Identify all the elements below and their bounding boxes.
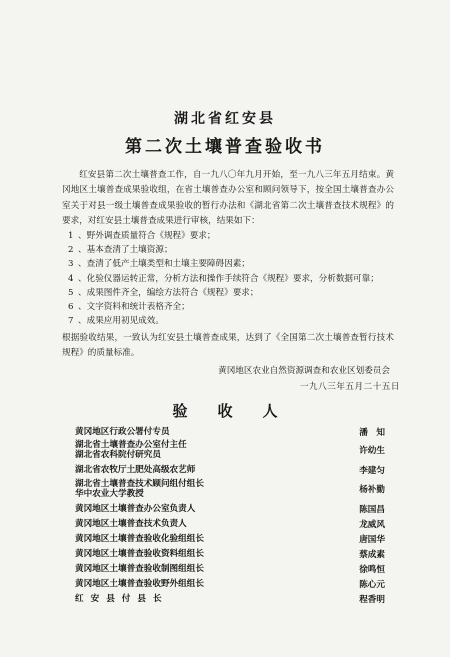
acceptors-heading: [0, 400, 450, 421]
result-item: [62, 272, 394, 286]
acceptor-name: 蔡成素: [359, 549, 385, 560]
result-item: [62, 229, 394, 243]
result-number: 6: [68, 302, 74, 313]
result-item: [62, 286, 394, 300]
acceptors-list: [75, 425, 385, 605]
acceptor-name: 唐国华: [359, 534, 385, 545]
result-number: 7: [68, 316, 74, 327]
acceptor-row: [75, 463, 385, 476]
acceptor-role: 湖北省土壤普查办公室付主任 湖北省农科院付研究员: [75, 440, 187, 460]
result-item: [62, 257, 394, 271]
acceptor-role: 黄冈地区土壤普查验收资料组组长: [75, 548, 204, 559]
acceptor-name: 龙威风: [359, 519, 385, 530]
acceptor-role: 黄冈地区土壤普查办公室负责人: [75, 503, 196, 514]
acceptor-name: 李建匀: [359, 465, 385, 476]
result-text: 、成果应用初见成效。: [78, 316, 164, 327]
result-item: [62, 314, 394, 328]
result-number: 4: [68, 273, 74, 284]
document-title: 第二次土壤普查验收书: [125, 137, 325, 157]
result-text: 、基本查清了土壤资源；: [78, 245, 173, 256]
acceptor-row: [75, 562, 385, 575]
acceptor-row: [75, 502, 385, 515]
heading-char: 人: [262, 402, 278, 420]
acceptor-row: [75, 479, 385, 499]
result-number: 5: [68, 287, 74, 298]
acceptor-name: 许幼生: [359, 446, 385, 456]
acceptor-role: 湖北省土壤普查技术顾问组付组长 华中农业大学教授: [75, 479, 204, 499]
results-list: [62, 229, 394, 328]
acceptor-role: 黄冈地区土壤普查验收化验组组长: [75, 533, 204, 544]
acceptor-role: 湖北省农牧厅土肥处高级农艺师: [75, 464, 196, 475]
result-number: 1: [68, 231, 74, 241]
acceptor-row: [75, 577, 385, 590]
acceptor-row: [75, 532, 385, 545]
conclusion-paragraph: 根据验收结果，一致认为红安县土壤普查成果，达到了《全国第二次土壤普查暂行技术规程》的质量标准。: [62, 333, 394, 359]
result-text: 、化验仪器运转正常，分析方法和操作手续符合《规程》要求，分析数据可靠；: [78, 273, 379, 284]
acceptor-role: 黄冈地区土壤普查验收野外组组长: [75, 578, 204, 589]
acceptor-name: 陈国昌: [359, 504, 385, 515]
signing-date: 一九八三年五月二十五日: [299, 382, 400, 392]
signing-organization: 黄冈地区农业自然资源调查和农业区划委员会: [218, 366, 390, 376]
acceptor-row: [75, 425, 385, 438]
acceptor-name: 陈心元: [359, 579, 385, 590]
acceptor-role: 黄冈地区土壤普查技术负责人: [75, 518, 187, 529]
acceptor-row: [75, 547, 385, 560]
acceptor-name: 潘 知: [359, 427, 385, 438]
acceptor-name: 程香明: [359, 594, 385, 605]
result-text: 、文字资料和统计表格齐全；: [78, 302, 190, 313]
result-text: 、查清了低产土壤类型和土壤主要障碍因素；: [78, 259, 250, 270]
result-text: 、野外调查质量符合《规程》要求；: [78, 231, 216, 241]
result-text: 、成果图件齐全，编绘方法符合《规程》要求；: [78, 287, 259, 298]
acceptor-name: 徐鸣恒: [359, 564, 385, 575]
acceptor-row: [75, 592, 385, 605]
acceptor-name: 杨补勤: [359, 485, 385, 495]
intro-paragraph: 红安县第二次土壤普查工作，自一九八〇年九月开始，至一九八三年五月结束。黄冈地区土壤普查成果验收组，在省土壤普查办公室和顾问领导下，按全国土壤普查办公室关于对县一级土壤普查成果验收的暂行办法和《湖北省第二次土壤普查技术规程》的要求，对红安县土壤普查成果进行审核，结果如下：: [62, 170, 394, 227]
acceptor-role: 红安县付县长: [75, 593, 169, 604]
result-item: [62, 300, 394, 314]
county-title: 湖北省红安县: [174, 111, 276, 127]
acceptor-role: 黄冈地区行政公署付专员: [75, 426, 170, 437]
acceptor-role: 黄冈地区土壤普查验收制图组组长: [75, 563, 204, 574]
result-number: 2: [68, 245, 74, 256]
heading-char: 验: [172, 402, 188, 420]
acceptor-row: [75, 440, 385, 460]
result-number: 3: [68, 259, 74, 270]
heading-char: 收: [217, 402, 233, 420]
acceptor-row: [75, 517, 385, 530]
result-item: [62, 243, 394, 257]
